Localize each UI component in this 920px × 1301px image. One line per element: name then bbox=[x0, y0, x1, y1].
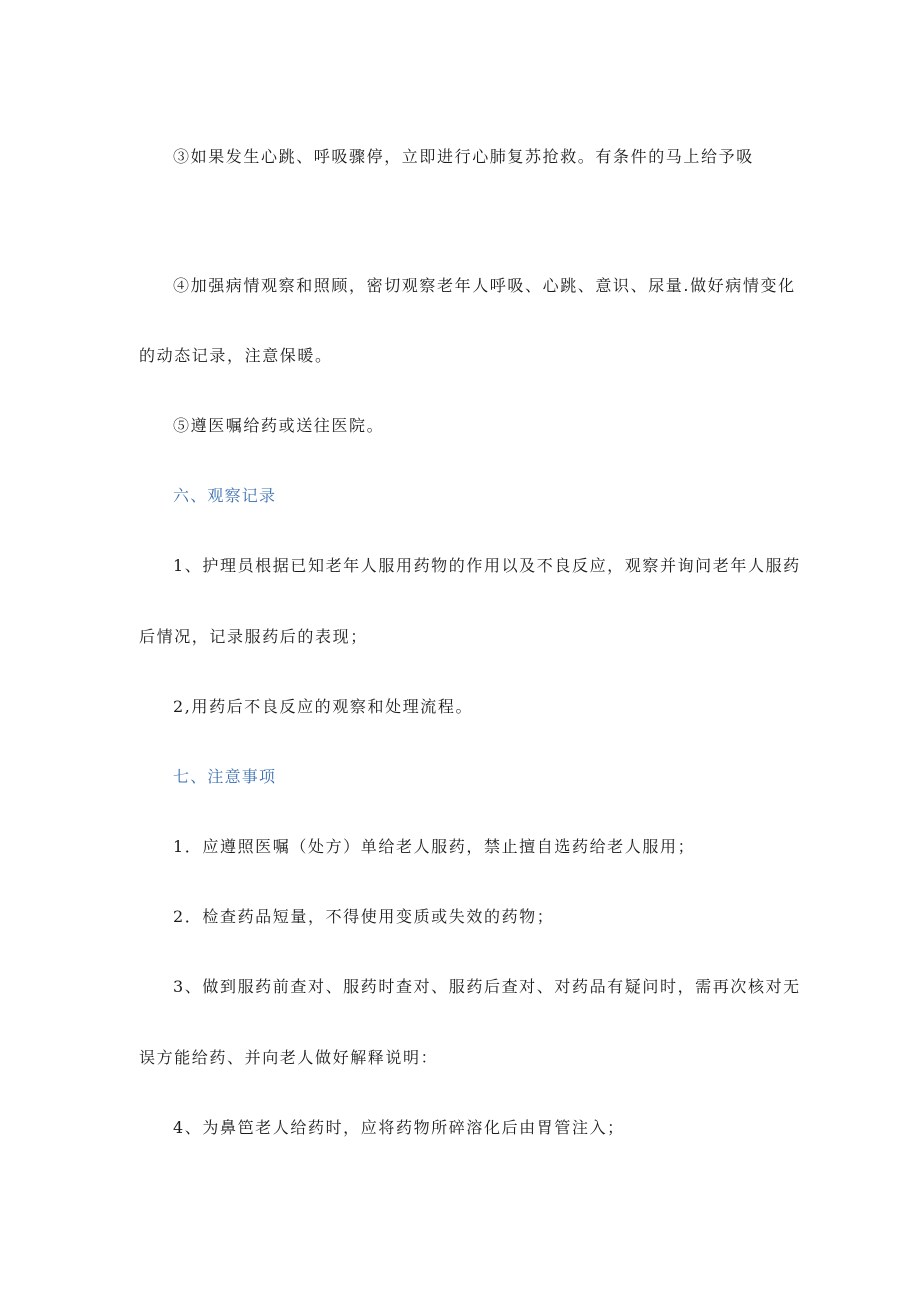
paragraph-line: 4、为鼻笆老人给药时，应将药物所碎溶化后由胃管注入； bbox=[173, 1118, 625, 1137]
paragraph-line: 的动态记录，注意保暖。 bbox=[139, 346, 333, 365]
paragraph-line: 1．应遵照医嘱（处方）单给老人服药，禁止擅自选药给老人服用； bbox=[173, 837, 696, 856]
paragraph-line: ③如果发生心跳、呼吸骤停，立即进行心肺复苏抢救。有条件的马上给予吸 bbox=[173, 147, 754, 166]
paragraph-line: 2．检查药品短量，不得使用变质或失效的药物； bbox=[173, 907, 555, 926]
paragraph-line: 3、做到服药前查对、服药时查对、服药后查对、对药品有疑问时，需再次核对无 bbox=[173, 977, 801, 996]
section-heading: 七、注意事项 bbox=[173, 767, 277, 786]
paragraph-line: ④加强病情观察和照顾，密切观察老年人呼吸、心跳、意识、尿量.做好病情变化 bbox=[173, 276, 796, 295]
paragraph-line: 2,用药后不良反应的观察和处理流程。 bbox=[173, 697, 474, 716]
section-heading: 六、观察记录 bbox=[173, 486, 277, 505]
paragraph-line: 1、护理员根据已知老年人服用药物的作用以及不良反应，观察并询问老年人服药 bbox=[173, 556, 801, 575]
paragraph-line: 误方能给药、并向老人做好解释说明： bbox=[139, 1048, 439, 1067]
paragraph-line: 后情况，记录服药后的表现； bbox=[139, 627, 368, 646]
paragraph-line: ⑤遵医嘱给药或送往医院。 bbox=[173, 416, 385, 435]
